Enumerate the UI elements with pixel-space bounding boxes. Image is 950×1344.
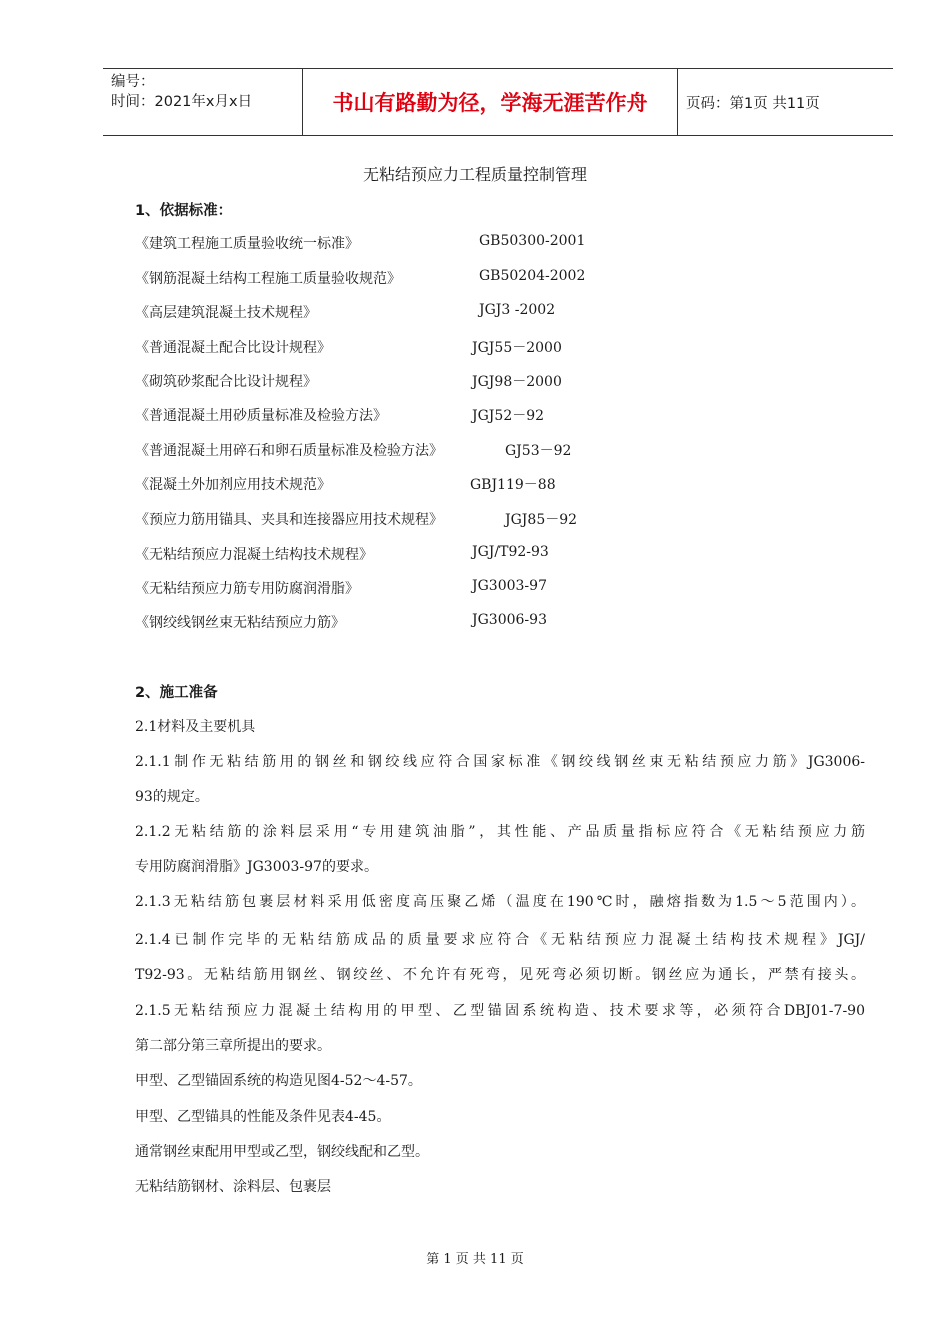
time-label: 时间：2021年x月x日 xyxy=(111,94,253,110)
standard-name: 《混凝土外加剂应用技术规范》 xyxy=(135,477,331,493)
standard-name: 《建筑工程施工质量验收统一标准》 xyxy=(135,236,359,252)
paragraph-line: T92-93。无粘结筋用钢丝、钢绞丝、不允许有死弯，见死弯必须切断。钢丝应为通长，严禁有接头。 xyxy=(135,967,865,983)
standard-code: JGJ/T92-93 xyxy=(472,544,549,560)
standard-name: 《无粘结预应力混凝土结构技术规程》 xyxy=(135,547,373,563)
standard-code: JG3006-93 xyxy=(472,612,547,628)
paragraph-line: 93的规定。 xyxy=(135,789,209,805)
sub-heading-materials: 2.1材料及主要机具 xyxy=(135,719,256,735)
paragraph-line: 2.1.5无粘结预应力混凝土结构用的甲型、乙型锚固系统构造、技术要求等，必须符合DBJ01-7-90 xyxy=(135,1003,865,1019)
standard-name: 《砌筑砂浆配合比设计规程》 xyxy=(135,374,317,390)
standard-code: GB50300-2001 xyxy=(479,233,586,249)
paragraph-line: 2.1.1制作无粘结筋用的钢丝和钢绞线应符合国家标准《钢绞线钢丝束无粘结预应力筋》JG3006- xyxy=(135,754,865,770)
standard-name: 《普通混凝土配合比设计规程》 xyxy=(135,340,331,356)
standard-name: 《预应力筋用锚具、夹具和连接器应用技术规程》 xyxy=(135,512,443,528)
standard-name: 《普通混凝土用砂质量标准及检验方法》 xyxy=(135,408,387,424)
standard-code: GBJ119－88 xyxy=(470,477,556,493)
document-header xyxy=(103,68,893,136)
paragraph-line: 专用防腐润滑脂》JG3003-97的要求。 xyxy=(135,859,378,875)
standard-name: 《钢筋混凝土结构工程施工质量验收规范》 xyxy=(135,271,401,287)
paragraph-line: 甲型、乙型锚具的性能及条件见表4-45。 xyxy=(135,1109,391,1125)
paragraph-line: 无粘结筋钢材、涂料层、包裹层 xyxy=(135,1179,331,1195)
paragraph-line: 2.1.4已制作完毕的无粘结筋成品的质量要求应符合《无粘结预应力混凝土结构技术规程》JGJ/ xyxy=(135,932,865,948)
standard-code: JG3003-97 xyxy=(472,578,547,594)
header-meta-cell xyxy=(103,69,303,135)
paragraph-line: 2.1.3无粘结筋包裹层材料采用低密度高压聚乙烯（温度在190℃时，融熔指数为1.5～5范围内）。 xyxy=(135,894,865,910)
standard-name: 《普通混凝土用碎石和卵石质量标准及检验方法》 xyxy=(135,443,443,459)
page-indicator: 页码：第1页 共11页 xyxy=(686,95,820,112)
standard-code: GJ53－92 xyxy=(505,443,572,459)
paragraph-line: 甲型、乙型锚固系统的构造见图4-52～4-57。 xyxy=(135,1073,422,1089)
section-heading-preparation: 2、施工准备 xyxy=(135,685,218,701)
standard-name: 《钢绞线钢丝束无粘结预应力筋》 xyxy=(135,615,345,631)
number-label: 编号： xyxy=(111,74,155,90)
standard-name: 《无粘结预应力筋专用防腐润滑脂》 xyxy=(135,581,359,597)
document-title: 无粘结预应力工程质量控制管理 xyxy=(362,165,587,184)
paragraph-line: 通常钢丝束配用甲型或乙型，钢绞线配和乙型。 xyxy=(135,1144,429,1160)
section-heading-standards: 1、依据标准： xyxy=(135,203,233,219)
standard-code: GB50204-2002 xyxy=(479,268,586,284)
motto: 书山有路勤为径，学海无涯苦作舟 xyxy=(303,69,678,135)
paragraph-line: 第二部分第三章所提出的要求。 xyxy=(135,1038,331,1054)
standard-code: JGJ52－92 xyxy=(472,408,545,424)
standard-name: 《高层建筑混凝土技术规程》 xyxy=(135,305,317,321)
paragraph-line: 2.1.2无粘结筋的涂料层采用“专用建筑油脂”，其性能、产品质量指标应符合《无粘结预应力筋 xyxy=(135,824,865,840)
standard-code: JGJ85－92 xyxy=(505,512,578,528)
page-footer: 第 1 页 共 11 页 xyxy=(426,1252,524,1267)
standard-code: JGJ98－2000 xyxy=(472,374,562,390)
standard-code: JGJ3 -2002 xyxy=(479,302,556,318)
standard-code: JGJ55－2000 xyxy=(472,340,562,356)
